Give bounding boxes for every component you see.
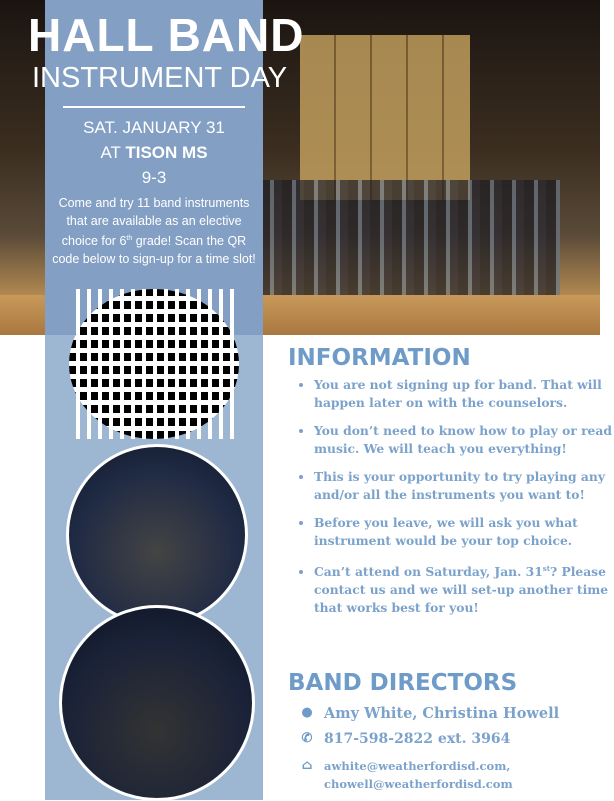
desc-b: grade! Scan the QR code below to sign-up for a time slot! (52, 234, 256, 266)
email-chowell[interactable]: chowell@weatherfordisd.com (324, 777, 513, 791)
title-instrument-day: INSTRUMENT DAY (32, 62, 288, 94)
email-row (300, 757, 513, 793)
phone-icon: ✆ (301, 731, 313, 746)
directors-names-row (300, 705, 559, 722)
event-description (45, 195, 263, 268)
students-clarinet-photo (59, 605, 255, 801)
signup-qr-code[interactable] (69, 289, 239, 439)
info-item (314, 560, 614, 617)
directors-names: Amy White, Christina Howell (324, 705, 560, 722)
students-brass-photo (66, 444, 248, 626)
last-sup: st (542, 564, 550, 573)
information-heading: INFORMATION (288, 345, 471, 371)
phone-row (300, 731, 510, 747)
event-date: SAT. JANUARY 31 (83, 118, 225, 137)
event-place (45, 143, 263, 163)
band-directors-heading: BAND DIRECTORS (288, 670, 518, 696)
house-icon: ⌂ (301, 758, 313, 773)
band-members (260, 180, 560, 300)
info-item: • This is your opportunity to try playing any and/or all the instruments you want to! (314, 468, 614, 504)
phone-number[interactable]: 817-598-2822 ext. 3964 (324, 731, 511, 747)
last-a: Can’t attend on Saturday, Jan. 31 (314, 564, 543, 580)
last-b: ? Please contact us and we will set-up another time that works best for you! (314, 564, 609, 616)
info-item: • You are not signing up for band. That will happen later on with the counselors. (314, 376, 614, 412)
email-awhite[interactable]: awhite@weatherfordisd.com, (324, 759, 511, 773)
place-name: TISON MS (125, 143, 208, 162)
divider (63, 106, 245, 108)
stage-wall (300, 35, 470, 200)
info-item: • You don’t need to know how to play or read music. We will teach you everything! (314, 422, 614, 458)
desc-a: Come and try 11 band instruments that are available as an elective choice for 6 (58, 196, 250, 249)
place-prefix: AT (100, 143, 126, 162)
event-time: 9-3 (141, 168, 167, 187)
info-item: • Before you leave, we will ask you what instrument would be your top choice. (314, 514, 614, 550)
title-hall-band: HALL BAND (28, 9, 305, 61)
desc-sup: th (126, 235, 133, 242)
person-icon: ● (301, 705, 313, 720)
information-list (298, 376, 614, 627)
